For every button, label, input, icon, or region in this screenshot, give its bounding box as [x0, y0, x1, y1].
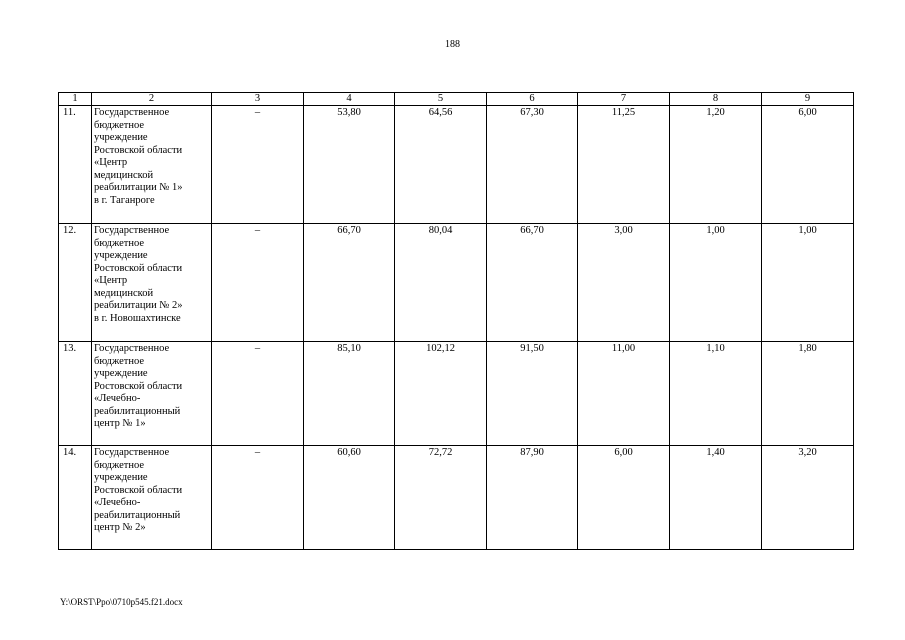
name-line: Государственное [94, 447, 170, 458]
data-table [58, 92, 854, 550]
name-line: «Центр [94, 157, 128, 168]
column-header: 6 [487, 93, 578, 106]
name-line: Ростовской области [94, 144, 183, 156]
column-header: 4 [304, 93, 395, 106]
name-line: учреждение [94, 250, 148, 261]
name-line: центр № 1» [94, 418, 146, 429]
row-index: 14. [59, 446, 92, 550]
name-line: бюджетное [94, 119, 145, 131]
institution-name [92, 342, 212, 446]
cell-col-5: 72,72 [395, 446, 487, 550]
name-line: «Лечебно- [94, 497, 141, 508]
cell-col-3: – [212, 446, 304, 550]
page-number: 188 [445, 39, 460, 50]
name-line: Государственное [94, 343, 170, 354]
name-line: «Центр [94, 275, 128, 286]
name-line: медицинской [94, 287, 154, 299]
table-row [59, 106, 854, 224]
column-header: 9 [762, 93, 854, 106]
name-line: бюджетное [94, 459, 145, 471]
cell-col-3: – [212, 224, 304, 342]
institution-name [92, 224, 212, 342]
cell-col-8: 1,00 [670, 224, 762, 342]
column-header: 8 [670, 93, 762, 106]
cell-col-7: 11,00 [578, 342, 670, 446]
cell-col-4: 85,10 [304, 342, 395, 446]
cell-col-7: 3,00 [578, 224, 670, 342]
column-header: 5 [395, 93, 487, 106]
cell-col-6: 87,90 [487, 446, 578, 550]
name-line: Ростовской области [94, 484, 183, 496]
name-line: «Лечебно- [94, 393, 141, 404]
column-header: 7 [578, 93, 670, 106]
name-line: бюджетное [94, 237, 145, 249]
name-line: Государственное [94, 107, 170, 118]
row-index: 13. [59, 342, 92, 446]
name-line: бюджетное [94, 355, 145, 367]
cell-col-9: 6,00 [762, 106, 854, 224]
institution-name [92, 446, 212, 550]
name-line: реабилитационный [94, 509, 181, 521]
cell-col-6: 66,70 [487, 224, 578, 342]
name-line: в г. Новошахтинске [94, 312, 181, 324]
institution-name [92, 106, 212, 224]
cell-col-6: 91,50 [487, 342, 578, 446]
cell-col-7: 6,00 [578, 446, 670, 550]
row-index: 12. [59, 224, 92, 342]
cell-col-5: 64,56 [395, 106, 487, 224]
table-row [59, 224, 854, 342]
cell-col-9: 3,20 [762, 446, 854, 550]
cell-col-9: 1,80 [762, 342, 854, 446]
table-row [59, 342, 854, 446]
column-header: 2 [92, 93, 212, 106]
cell-col-3: – [212, 106, 304, 224]
cell-col-3: – [212, 342, 304, 446]
cell-col-9: 1,00 [762, 224, 854, 342]
cell-col-7: 11,25 [578, 106, 670, 224]
cell-col-8: 1,40 [670, 446, 762, 550]
name-line: учреждение [94, 472, 148, 483]
table-header-row [59, 93, 854, 106]
name-line: реабилитации № 1» [94, 182, 183, 193]
row-index: 11. [59, 106, 92, 224]
column-header: 3 [212, 93, 304, 106]
table-row [59, 446, 854, 550]
cell-col-5: 102,12 [395, 342, 487, 446]
name-line: реабилитации № 2» [94, 300, 183, 311]
cell-col-4: 53,80 [304, 106, 395, 224]
name-line: центр № 2» [94, 522, 146, 533]
file-path-footer: Y:\ORST\Ppo\0710p545.f21.docx [60, 597, 183, 607]
cell-col-6: 67,30 [487, 106, 578, 224]
cell-col-8: 1,10 [670, 342, 762, 446]
name-line: учреждение [94, 368, 148, 379]
cell-col-8: 1,20 [670, 106, 762, 224]
name-line: Ростовской области [94, 380, 183, 392]
column-header: 1 [59, 93, 92, 106]
name-line: реабилитационный [94, 405, 181, 417]
cell-col-4: 66,70 [304, 224, 395, 342]
name-line: медицинской [94, 169, 154, 181]
name-line: Ростовской области [94, 262, 183, 274]
name-line: в г. Таганроге [94, 194, 155, 206]
name-line: учреждение [94, 132, 148, 143]
cell-col-4: 60,60 [304, 446, 395, 550]
name-line: Государственное [94, 225, 170, 236]
cell-col-5: 80,04 [395, 224, 487, 342]
